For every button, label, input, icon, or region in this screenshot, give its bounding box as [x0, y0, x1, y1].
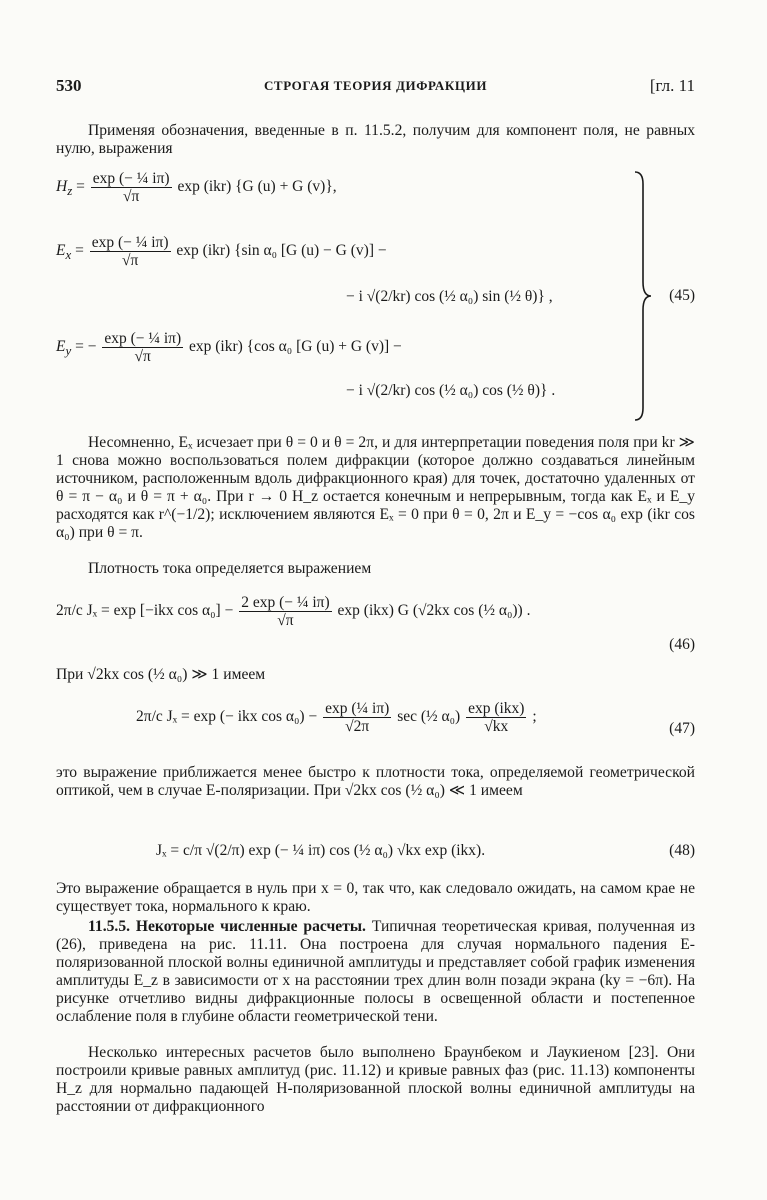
- equation-ex-continuation: − i √(2/kr) cos (½ α₀) sin (½ θ)} ,: [346, 288, 553, 305]
- equation-number-45: (45): [669, 287, 695, 304]
- equation-ey: $E_y$ = − $\frac{\text{exp (− ¼ iπ)}}{√\pi}$ exp (ikr) {cos α₀ [G (u) + G (v)] −: [56, 330, 402, 365]
- paragraph-interpretation: Несомненно, Eₓ исчезает при θ = 0 и θ = 2π, и для интерпретации поведения поля при kr ≫ 1 снова можно воспользоваться полем дифракции (которое должно создаваться линейным источником, расположенным вдоль дифракционного края) для точек, достаточно удаленных от θ = π − α₀ и θ = π + α₀. При r → 0 H_z остается конечным и непрерывным, тогда как Eₓ и E_y расходятся как r^(−1/2); исключением являются Eₓ = 0 при θ = 0, 2π и E_y = −cos α₀ exp (ikr cos α₀) при θ = π.: [56, 434, 695, 541]
- equation-number-48: (48): [669, 842, 695, 859]
- paragraph-current-density: Плотность тока определяется выражением: [88, 560, 372, 577]
- section-heading: 11.5.5. Некоторые численные расчеты.: [88, 918, 366, 935]
- equation-45: [56, 170, 695, 425]
- equation-46: 2π/c Jₓ = exp [−ikx cos α₀] − $\frac{\text{2 exp (− ¼ iπ)}}{√\pi}$ exp (ikx) G (√2kx cos (½ α₀)) . (46): [56, 594, 695, 653]
- chapter-reference: [гл. 11: [649, 76, 695, 95]
- paragraph-geometric-optics: это выражение приближается менее быстро к плотности тока, определяемой геометрической оптикой, чем в случае E-поляризации. При √2kx cos (½ α₀) ≪ 1 имеем: [56, 764, 695, 799]
- equation-number-47: (47): [669, 720, 695, 737]
- equation-ex: $E_x$ = $\frac{\text{exp (− ¼ iπ)}}{√\pi}$ exp (ikr) {sin α₀ [G (u) − G (v)] −: [56, 234, 387, 269]
- equation-ey-continuation: − i √(2/kr) cos (½ α₀) cos (½ θ)} .: [346, 382, 556, 399]
- page-number: 530: [56, 76, 82, 95]
- running-title: СТРОГАЯ ТЕОРИЯ ДИФРАКЦИИ: [263, 78, 488, 93]
- equation-48: Jₓ = c/π √(2/π) exp (− ¼ iπ) cos (½ α₀) √kx exp (ikx). (48): [156, 842, 695, 859]
- intro-paragraph: Применяя обозначения, введенные в п. 11.5.2, получим для компонент поля, не равных нулю, выражения: [56, 122, 695, 157]
- equation-47: 2π/c Jₓ = exp (− ikx cos α₀) − $\frac{\text{exp (¼ iπ)}}{√2\pi}$ sec (½ α₀) $\frac{\text{exp (ikx)}}{√kx}$ ; (47): [136, 700, 695, 737]
- paragraph-edge-current: Это выражение обращается в нуль при x = 0, так что, как следовало ожидать, на самом крае не существует тока, нормального к краю.: [56, 880, 695, 915]
- right-brace: [633, 170, 653, 422]
- section-numerical-calculations: 11.5.5. Некоторые численные расчеты. Типичная теоретическая кривая, полученная из (26), приведена на рис. 11.11. Она построена для случая нормального падения E-поляризованной плоской волны единичной амплитуды и представляет собой график изменения амплитуды E_z в зависимости от x на расстоянии трех длин волн позади экрана (ky = −6π). На рисунке отчетливо видны дифракционные полосы в освещенной области и постепенное ослабление поля в глубине области геометрической тени.: [56, 918, 695, 1025]
- equation-hz: $H_z$ = $\frac{\text{exp (− ¼ iπ)}}{√\pi}$ exp (ikr) {G (u) + G (v)},: [56, 170, 337, 205]
- paragraph-braunbek: Несколько интересных расчетов было выполнено Браунбеком и Лаукиеном [23]. Они построили кривые равных амплитуд (рис. 11.12) и кривые равных фаз (рис. 11.13) компоненты H_z для нормально падающей H-поляризованной плоской волны единичной амплитуды на расстоянии от дифракционного: [56, 1044, 695, 1115]
- equation-number-46: (46): [669, 636, 695, 653]
- paragraph-asymptotic: При √2kx cos (½ α₀) ≫ 1 имеем: [56, 666, 266, 683]
- page-header: [56, 76, 695, 100]
